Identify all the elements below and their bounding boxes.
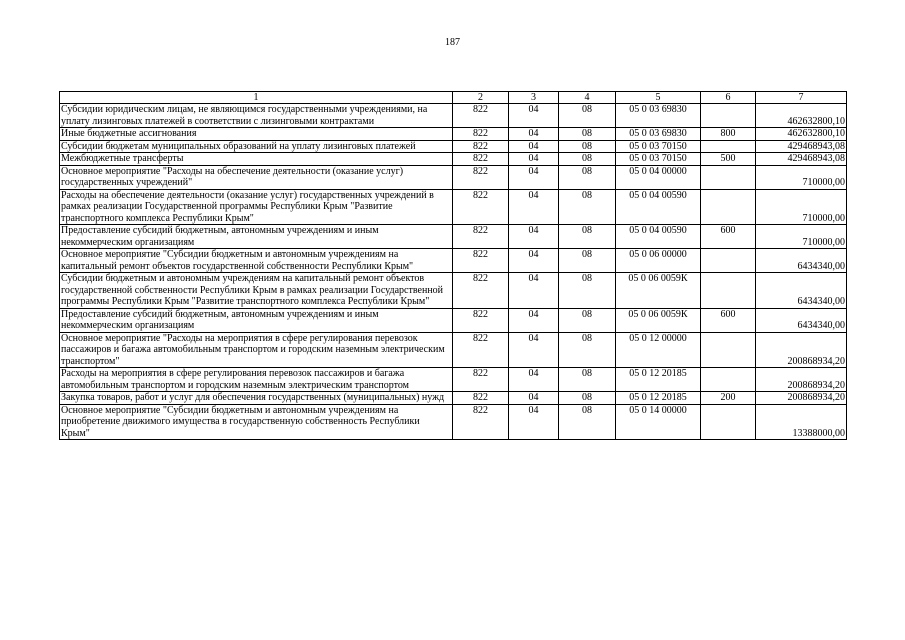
row-expense-type: 500 [701,153,756,166]
row-amount: 6434340,00 [756,308,847,332]
row-grbs-code: 822 [453,165,509,189]
row-section-code: 04 [509,249,559,273]
row-description: Основное мероприятие "Субсидии бюджетным и автономным учреждениям на капитальный ремонт объектов государственной собственности Республики Крым" [60,249,453,273]
row-grbs-code: 822 [453,104,509,128]
row-section-code: 04 [509,392,559,405]
row-target-article: 05 0 04 00000 [616,165,701,189]
row-amount: 462632800,10 [756,104,847,128]
row-description: Межбюджетные трансферты [60,153,453,166]
row-subsection-code: 08 [559,104,616,128]
table-row [60,404,847,440]
table-row [60,225,847,249]
row-expense-type [701,404,756,440]
row-grbs-code: 822 [453,392,509,405]
row-description: Основное мероприятие "Расходы на обеспечение деятельности (оказание услуг) государственных учреждений" [60,165,453,189]
page-number: 187 [445,37,460,48]
row-expense-type [701,165,756,189]
table-row [60,153,847,166]
row-description: Предоставление субсидий бюджетным, автономным учреждениям и иным некоммерческим организациям [60,225,453,249]
table-row [60,140,847,153]
row-grbs-code: 822 [453,332,509,368]
row-amount: 13388000,00 [756,404,847,440]
row-section-code: 04 [509,128,559,141]
row-section-code: 04 [509,273,559,309]
header-col-3: 3 [509,92,559,104]
row-grbs-code: 822 [453,368,509,392]
row-grbs-code: 822 [453,140,509,153]
table-row [60,128,847,141]
row-section-code: 04 [509,165,559,189]
row-description: Иные бюджетные ассигнования [60,128,453,141]
row-grbs-code: 822 [453,308,509,332]
row-subsection-code: 08 [559,140,616,153]
row-amount: 200868934,20 [756,332,847,368]
row-target-article: 05 0 03 69830 [616,104,701,128]
row-expense-type [701,332,756,368]
row-section-code: 04 [509,225,559,249]
row-target-article: 05 0 12 20185 [616,368,701,392]
header-col-5: 5 [616,92,701,104]
header-col-2: 2 [453,92,509,104]
row-description: Расходы на мероприятия в сфере регулирования перевозок пассажиров и багажа автомобильным транспортом и городским наземным электрическим транспортом [60,368,453,392]
row-target-article: 05 0 04 00590 [616,189,701,225]
row-grbs-code: 822 [453,128,509,141]
row-subsection-code: 08 [559,308,616,332]
row-amount: 200868934,20 [756,368,847,392]
row-amount: 710000,00 [756,189,847,225]
row-subsection-code: 08 [559,153,616,166]
table-row [60,332,847,368]
header-col-7: 7 [756,92,847,104]
header-col-6: 6 [701,92,756,104]
header-row [60,92,847,104]
row-target-article: 05 0 04 00590 [616,225,701,249]
row-amount: 710000,00 [756,225,847,249]
row-section-code: 04 [509,153,559,166]
row-subsection-code: 08 [559,165,616,189]
table-row [60,368,847,392]
row-grbs-code: 822 [453,249,509,273]
row-subsection-code: 08 [559,225,616,249]
budget-table [59,91,847,440]
row-grbs-code: 822 [453,189,509,225]
row-grbs-code: 822 [453,153,509,166]
row-amount: 462632800,10 [756,128,847,141]
row-target-article: 05 0 03 70150 [616,140,701,153]
row-description: Предоставление субсидий бюджетным, автономным учреждениям и иным некоммерческим организациям [60,308,453,332]
row-description: Субсидии юридическим лицам, не являющимся государственными учреждениями, на уплату лизинговых платежей в соответствии с лизинговыми контрактами [60,104,453,128]
row-section-code: 04 [509,308,559,332]
row-subsection-code: 08 [559,368,616,392]
row-section-code: 04 [509,332,559,368]
row-target-article: 05 0 12 20185 [616,392,701,405]
row-amount: 6434340,00 [756,273,847,309]
row-target-article: 05 0 06 0059К [616,308,701,332]
row-section-code: 04 [509,140,559,153]
row-target-article: 05 0 06 00000 [616,249,701,273]
table-row [60,104,847,128]
row-amount: 710000,00 [756,165,847,189]
row-description: Основное мероприятие "Расходы на мероприятия в сфере регулирования перевозок пассажиров и багажа автомобильным транспортом и городским наземным электрическим транспортом" [60,332,453,368]
row-expense-type [701,104,756,128]
row-expense-type [701,140,756,153]
table-row [60,308,847,332]
table-row [60,249,847,273]
row-expense-type: 600 [701,308,756,332]
row-description: Расходы на обеспечение деятельности (оказание услуг) государственных учреждений в рамках реализации Государственной программы Республики Крым "Развитие транспортного комплекса Республики Крым" [60,189,453,225]
row-amount: 429468943,08 [756,153,847,166]
row-section-code: 04 [509,404,559,440]
row-subsection-code: 08 [559,189,616,225]
row-target-article: 05 0 03 70150 [616,153,701,166]
row-section-code: 04 [509,189,559,225]
row-target-article: 05 0 06 0059К [616,273,701,309]
row-target-article: 05 0 14 00000 [616,404,701,440]
row-expense-type: 600 [701,225,756,249]
row-expense-type: 800 [701,128,756,141]
row-expense-type [701,189,756,225]
row-subsection-code: 08 [559,392,616,405]
row-subsection-code: 08 [559,332,616,368]
row-description: Субсидии бюджетам муниципальных образований на уплату лизинговых платежей [60,140,453,153]
row-target-article: 05 0 03 69830 [616,128,701,141]
table-row [60,392,847,405]
row-grbs-code: 822 [453,273,509,309]
table-row [60,273,847,309]
row-subsection-code: 08 [559,273,616,309]
header-col-1: 1 [60,92,453,104]
row-amount: 6434340,00 [756,249,847,273]
row-grbs-code: 822 [453,225,509,249]
row-section-code: 04 [509,368,559,392]
row-subsection-code: 08 [559,249,616,273]
row-amount: 429468943,08 [756,140,847,153]
table-row [60,189,847,225]
row-expense-type [701,273,756,309]
row-expense-type [701,368,756,392]
table-row [60,165,847,189]
row-description: Основное мероприятие "Субсидии бюджетным и автономным учреждениям на приобретение движимого имущества в государственную собственность Республики Крым" [60,404,453,440]
row-expense-type: 200 [701,392,756,405]
row-target-article: 05 0 12 00000 [616,332,701,368]
row-expense-type [701,249,756,273]
row-subsection-code: 08 [559,404,616,440]
row-amount: 200868934,20 [756,392,847,405]
row-description: Субсидии бюджетным и автономным учреждениям на капитальный ремонт объектов государственной собственности Республики Крым в рамках реализации Государственной программы Республики Крым "Развитие транспортного комплекса Республики Крым" [60,273,453,309]
row-description: Закупка товаров, работ и услуг для обеспечения государственных (муниципальных) нужд [60,392,453,405]
header-col-4: 4 [559,92,616,104]
row-subsection-code: 08 [559,128,616,141]
row-grbs-code: 822 [453,404,509,440]
row-section-code: 04 [509,104,559,128]
